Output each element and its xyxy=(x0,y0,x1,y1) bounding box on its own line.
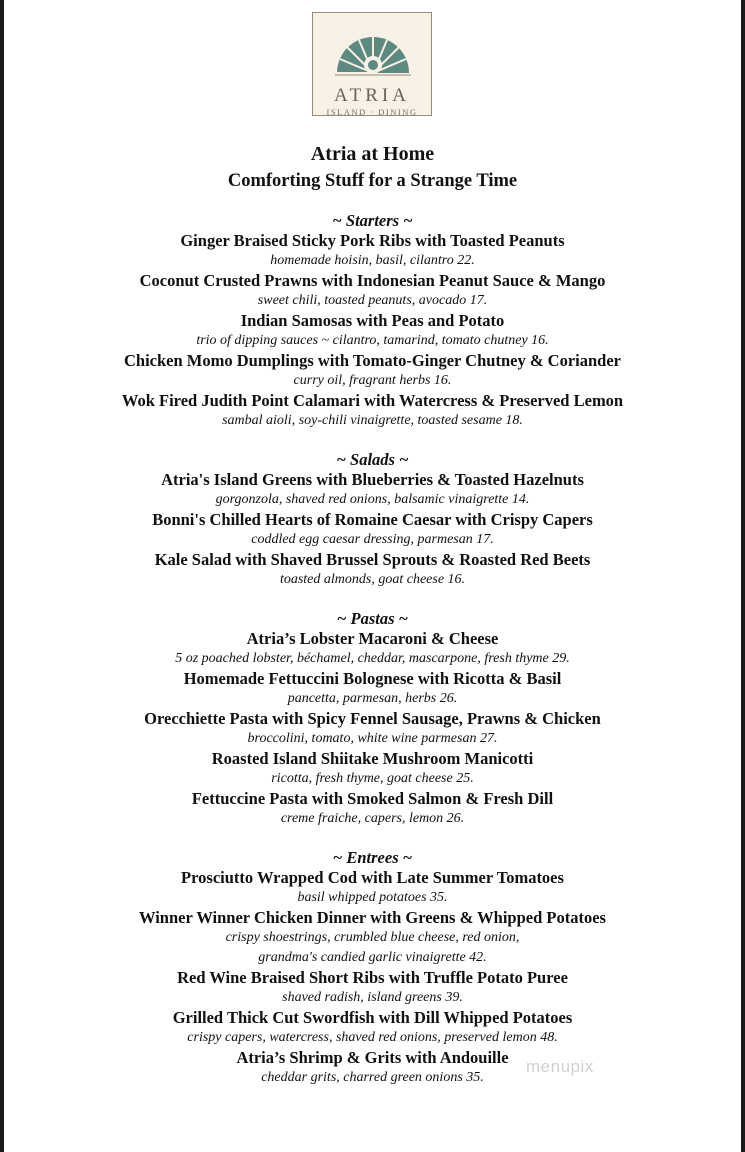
menu-item-desc: 5 oz poached lobster, béchamel, cheddar, mascarpone, fresh thyme 29. xyxy=(175,651,570,666)
menu-item-desc: sambal aioli, soy-chili vinaigrette, toasted sesame 18. xyxy=(222,413,523,428)
section-heading: ~ Entrees ~ xyxy=(332,848,413,867)
section-heading: ~ Starters ~ xyxy=(332,211,413,230)
menu-item-name: Red Wine Braised Short Ribs with Truffle Potato Puree xyxy=(177,968,568,987)
menu-item-name: Orecchiette Pasta with Spicy Fennel Sausage, Prawns & Chicken xyxy=(144,709,601,728)
menu-item-desc: sweet chili, toasted peanuts, avocado 17. xyxy=(257,293,488,308)
menu-item-name: Roasted Island Shiitake Mushroom Manicotti xyxy=(211,749,534,768)
menu-item-name: Bonni's Chilled Hearts of Romaine Caesar with Crispy Capers xyxy=(152,510,593,529)
menu-item-desc: shaved radish, island greens 39. xyxy=(282,990,463,1005)
menu-item-desc: basil whipped potatoes 35. xyxy=(297,890,448,905)
menu-item-name: Winner Winner Chicken Dinner with Greens & Whipped Potatoes xyxy=(139,908,606,927)
menu-item-desc: creme fraiche, capers, lemon 26. xyxy=(280,811,465,826)
menu-item-name: Wok Fired Judith Point Calamari with Watercress & Preserved Lemon xyxy=(121,391,624,410)
section-starters xyxy=(8,210,737,431)
menu-content xyxy=(8,140,737,1106)
right-border xyxy=(741,0,745,1152)
menu-item-desc: curry oil, fragrant herbs 16. xyxy=(293,373,452,388)
menu-item-desc: crispy shoestrings, crumbled blue cheese, red onion, grandma's candied garlic vinaigrette 42. xyxy=(225,930,520,965)
menu-item-name: Fettuccine Pasta with Smoked Salmon & Fresh Dill xyxy=(191,789,554,808)
section-entrees xyxy=(8,847,737,1088)
menu-item-desc: gorgonzola, shaved red onions, balsamic vinaigrette 14. xyxy=(215,492,530,507)
section-pastas xyxy=(8,608,737,829)
section-heading: ~ Salads ~ xyxy=(336,450,409,469)
page-title: Atria at Home xyxy=(310,143,435,165)
menu-item-name: Coconut Crusted Prawns with Indonesian Peanut Sauce & Mango xyxy=(139,271,606,290)
menu-item-name: Kale Salad with Shaved Brussel Sprouts & Roasted Red Beets xyxy=(154,550,591,569)
left-border xyxy=(0,0,4,1152)
menu-item-desc: toasted almonds, goat cheese 16. xyxy=(279,572,466,587)
section-salads xyxy=(8,449,737,590)
menu-item-name: Chicken Momo Dumplings with Tomato-Ginger Chutney & Coriander xyxy=(123,351,622,370)
menu-item-name: Atria’s Shrimp & Grits with Andouille xyxy=(236,1048,509,1067)
menu-item-desc: coddled egg caesar dressing, parmesan 17. xyxy=(251,532,494,547)
menu-item-desc: trio of dipping sauces ~ cilantro, tamarind, tomato chutney 16. xyxy=(196,333,549,348)
menu-item-name: Homemade Fettuccini Bolognese with Ricotta & Basil xyxy=(183,669,562,688)
menu-item-name: Ginger Braised Sticky Pork Ribs with Toasted Peanuts xyxy=(180,231,565,250)
menu-item-desc: ricotta, fresh thyme, goat cheese 25. xyxy=(271,771,474,786)
menu-item-desc: pancetta, parmesan, herbs 26. xyxy=(287,691,458,706)
menu-item-name: Atria’s Lobster Macaroni & Cheese xyxy=(246,629,499,648)
menu-item-desc: cheddar grits, charred green onions 35. xyxy=(261,1070,484,1085)
atria-logo xyxy=(312,12,432,116)
logo-wordmark: ATRIA xyxy=(334,85,410,106)
logo-subtitle: ISLAND · DINING xyxy=(326,107,418,117)
menu-item-name: Atria's Island Greens with Blueberries & Toasted Hazelnuts xyxy=(161,470,584,489)
menu-item-name: Prosciutto Wrapped Cod with Late Summer Tomatoes xyxy=(181,868,564,887)
menu-item-name: Grilled Thick Cut Swordfish with Dill Whipped Potatoes xyxy=(172,1008,573,1027)
page-subtitle: Comforting Stuff for a Strange Time xyxy=(227,171,518,191)
menu-item-desc: homemade hoisin, basil, cilantro 22. xyxy=(270,253,475,268)
menu-item-name: Indian Samosas with Peas and Potato xyxy=(240,311,505,330)
menupix-watermark: menupix xyxy=(526,1057,594,1076)
menu-item-desc: crispy capers, watercress, shaved red onions, preserved lemon 48. xyxy=(187,1030,558,1045)
menu-item-desc: broccolini, tomato, white wine parmesan 27. xyxy=(247,731,498,746)
section-heading: ~ Pastas ~ xyxy=(336,609,409,628)
